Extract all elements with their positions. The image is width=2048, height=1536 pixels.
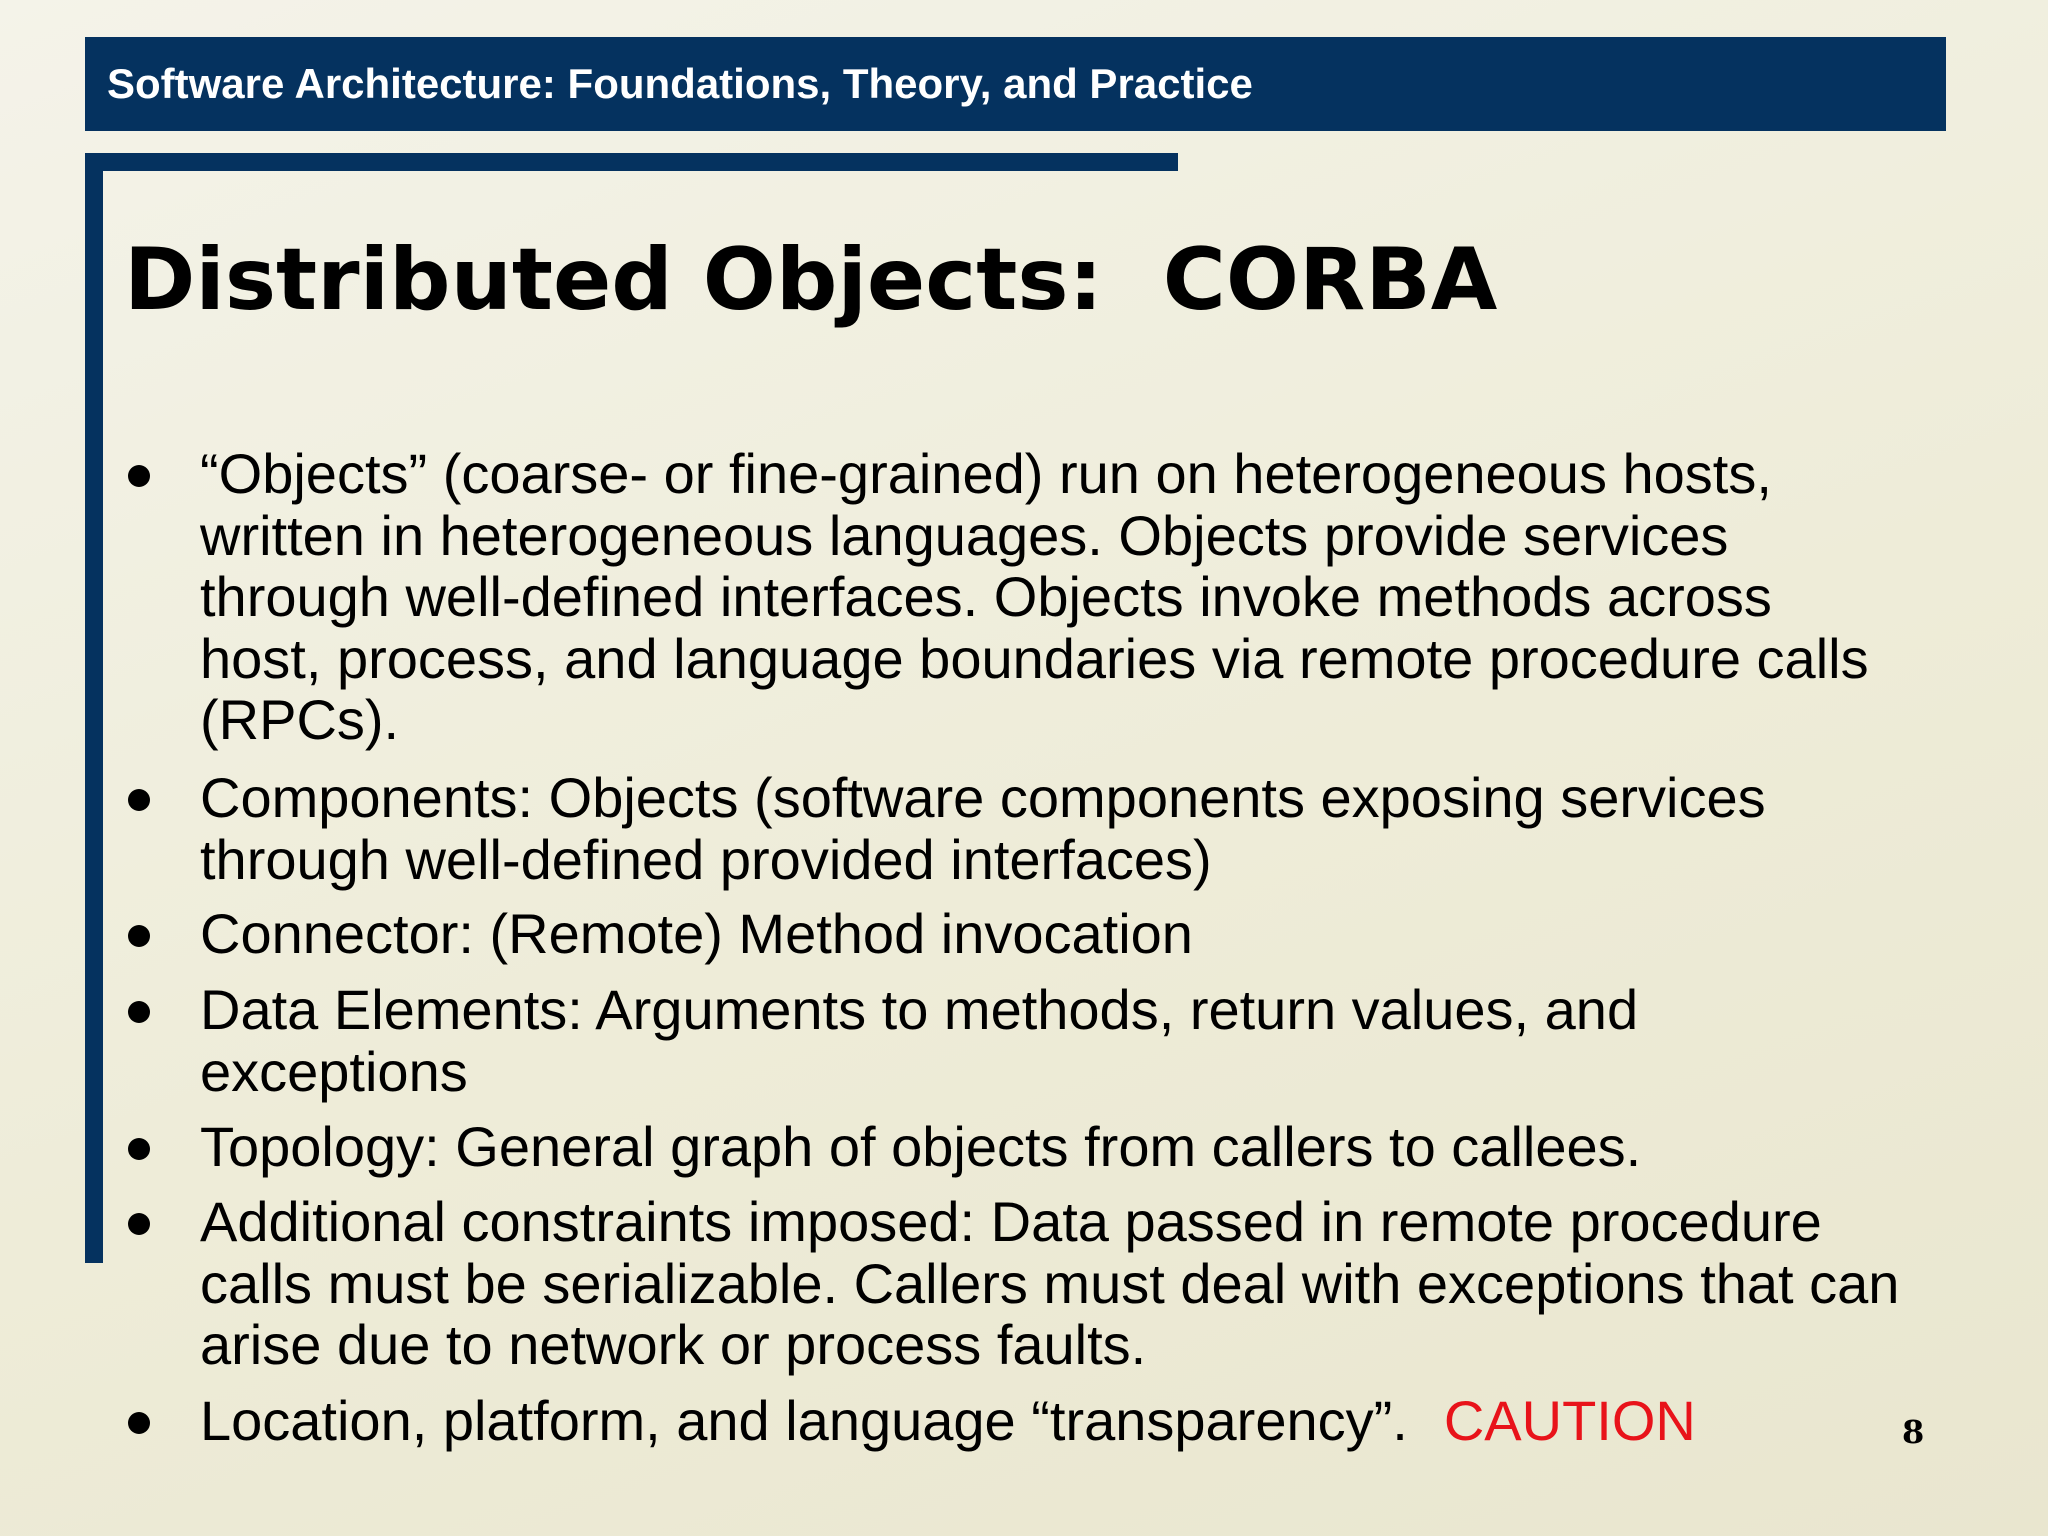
- bullet-dot-icon: [128, 1213, 150, 1235]
- title-accent-top-rule: [85, 153, 1178, 171]
- bullet-text: Connector: (Remote) Method invocation: [200, 902, 1193, 965]
- caution-label: CAUTION: [1443, 1389, 1696, 1452]
- bullet-dot-icon: [128, 925, 150, 947]
- bullet-item-topology: [200, 1116, 1960, 1178]
- bullet-item-objects: [200, 443, 1960, 751]
- bullet-dot-icon: [128, 1138, 150, 1160]
- bullet-item-constraints: [200, 1191, 1960, 1376]
- bullet-text: Components: Objects (software components exposing services through well-defined provided interfaces): [200, 766, 1766, 891]
- bullet-dot-icon: [128, 1001, 150, 1023]
- bullet-item-data-elements: [200, 979, 1960, 1102]
- bullet-item-transparency: [200, 1390, 1960, 1452]
- course-title: Software Architecture: Foundations, Theory, and Practice: [107, 60, 1253, 107]
- slide-title: Distributed Objects: CORBA: [124, 230, 1498, 330]
- bullet-dot-icon: [128, 1412, 150, 1434]
- bullet-item-components: [200, 767, 1960, 890]
- bullet-item-connector: [200, 903, 1960, 965]
- title-accent-left-rule: [85, 153, 103, 1263]
- bullet-text: Additional constraints imposed: Data passed in remote procedure calls must be serializable. Callers must deal with exceptions that can arise due to network or process faults.: [200, 1190, 1900, 1376]
- bullet-dot-icon: [128, 789, 150, 811]
- page-number: 8: [1902, 1413, 1925, 1451]
- bullet-text: “Objects” (coarse- or fine-grained) run on heterogeneous hosts, written in heterogeneous languages. Objects provide services through well-defined interfaces. Objects invoke methods across host, process, and language boundaries via remote procedure calls (RPCs).: [200, 442, 1869, 751]
- bullet-dot-icon: [128, 465, 150, 487]
- bullet-text: Location, platform, and language “transparency”.: [200, 1389, 1408, 1452]
- bullet-text: Data Elements: Arguments to methods, return values, and exceptions: [200, 978, 1639, 1103]
- bullet-text: Topology: General graph of objects from callers to callees.: [200, 1115, 1642, 1178]
- header-bar: [85, 37, 1946, 131]
